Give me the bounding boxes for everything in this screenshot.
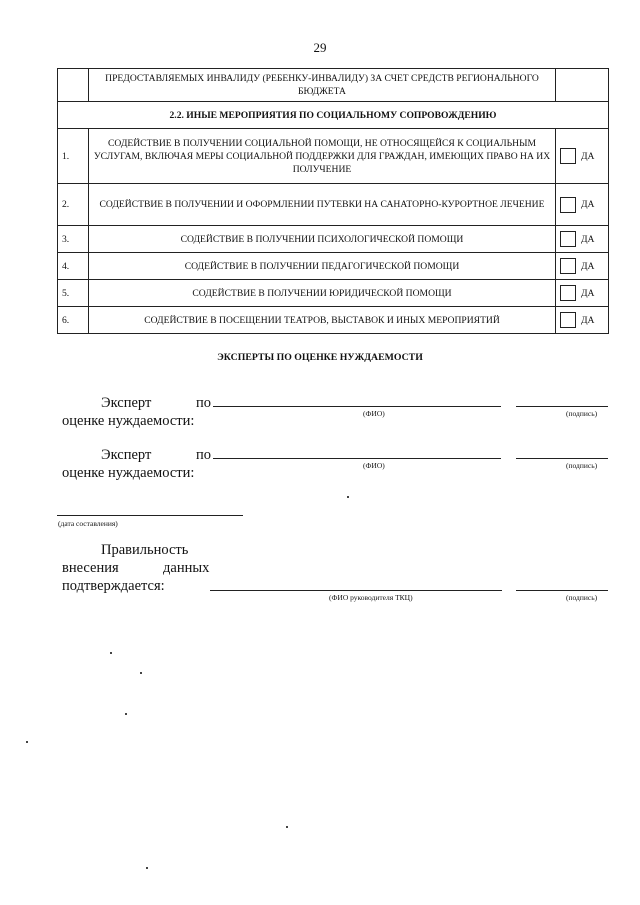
- scan-speck: [140, 672, 142, 674]
- row-number: 1.: [58, 129, 89, 184]
- yes-label: ДА: [581, 314, 595, 326]
- signature-caption: (подпись): [566, 461, 598, 470]
- row-number: 4.: [58, 253, 89, 280]
- scan-speck: [146, 867, 148, 869]
- table-row: [58, 280, 609, 307]
- manager-fio-caption: (ФИО руководителя ТКЦ): [329, 593, 413, 602]
- fio-caption: (ФИО): [363, 409, 385, 418]
- signature-caption: (подпись): [566, 593, 598, 602]
- scan-speck: [26, 741, 28, 743]
- expert-2-signature-field[interactable]: [516, 458, 608, 459]
- yes-label: ДА: [581, 150, 595, 162]
- yes-checkbox[interactable]: [560, 231, 576, 247]
- date-caption: (дата составления): [58, 519, 118, 528]
- expert-line2: оценке нуждаемости:: [62, 465, 195, 481]
- table-row: [58, 307, 609, 334]
- row-number: 6.: [58, 307, 89, 334]
- expert-2-fio-field[interactable]: [213, 458, 501, 459]
- row-number: 2.: [58, 184, 89, 226]
- table-row: [58, 253, 609, 280]
- page-number: 29: [313, 40, 327, 55]
- yes-checkbox[interactable]: [560, 197, 576, 213]
- scan-speck: [110, 652, 112, 654]
- row-number: 3.: [58, 226, 89, 253]
- row-text: СОДЕЙСТВИЕ В ПОЛУЧЕНИИ СОЦИАЛЬНОЙ ПОМОЩИ, НЕ ОТНОСЯЩЕЙСЯ К СОЦИАЛЬНЫМ УСЛУГАМ, ВКЛЮЧАЯ МЕРЫ СОЦИАЛЬНОЙ ПОДДЕРЖКИ ДЛЯ ГРАЖДАН, ИМЕЮЩИХ ПРАВО НА ИХ ПОЛУЧЕНИЕ: [89, 129, 556, 184]
- yes-label: ДА: [581, 260, 595, 272]
- section-title: 2.2. ИНЫЕ МЕРОПРИЯТИЯ ПО СОЦИАЛЬНОМУ СОПРОВОЖДЕНИЮ: [58, 102, 609, 129]
- yes-checkbox[interactable]: [560, 312, 576, 328]
- checkbox-cell: [556, 184, 609, 226]
- table-row: [58, 226, 609, 253]
- row-text: ПРЕДОСТАВЛЯЕМЫХ ИНВАЛИДУ (РЕБЕНКУ-ИНВАЛИДУ) ЗА СЧЕТ СРЕДСТВ РЕГИОНАЛЬНОГО БЮДЖЕТА: [89, 69, 556, 102]
- yes-label: ДА: [581, 287, 595, 299]
- row-number: 5.: [58, 280, 89, 307]
- row-text: СОДЕЙСТВИЕ В ПОЛУЧЕНИИ ЮРИДИЧЕСКОЙ ПОМОЩИ: [89, 280, 556, 307]
- checkbox-cell: [556, 129, 609, 184]
- fio-caption: (ФИО): [363, 461, 385, 470]
- table-row: [58, 69, 609, 102]
- confirm-line1: Правильность: [101, 542, 189, 558]
- yes-checkbox[interactable]: [560, 285, 576, 301]
- checkbox-cell: [556, 280, 609, 307]
- row-text: СОДЕЙСТВИЕ В ПОЛУЧЕНИИ ПЕДАГОГИЧЕСКОЙ ПОМОЩИ: [89, 253, 556, 280]
- section-row: [58, 102, 609, 129]
- expert-line2: оценке нуждаемости:: [62, 413, 195, 429]
- confirm-line2a: внесения: [62, 560, 119, 576]
- experts-heading: ЭКСПЕРТЫ ПО ОЦЕНКЕ НУЖДАЕМОСТИ: [217, 352, 423, 363]
- scan-speck: [347, 496, 349, 498]
- checkbox-cell: [556, 307, 609, 334]
- signature-caption: (подпись): [566, 409, 598, 418]
- date-field[interactable]: [57, 515, 243, 516]
- expert-po-word: по: [196, 395, 212, 411]
- expert-po-word: по: [196, 447, 212, 463]
- row-number-cell: [58, 69, 89, 102]
- manager-fio-field[interactable]: [210, 590, 502, 591]
- row-text: СОДЕЙСТВИЕ В ПОЛУЧЕНИИ И ОФОРМЛЕНИИ ПУТЕВКИ НА САНАТОРНО-КУРОРТНОЕ ЛЕЧЕНИЕ: [89, 184, 556, 226]
- expert-1-signature-field[interactable]: [516, 406, 608, 407]
- confirm-line3: подтверждается:: [62, 578, 165, 594]
- checkbox-cell: [556, 253, 609, 280]
- expert-1-fio-field[interactable]: [213, 406, 501, 407]
- yes-label: ДА: [581, 233, 595, 245]
- table-row: [58, 129, 609, 184]
- row-text: СОДЕЙСТВИЕ В ПОЛУЧЕНИИ ПСИХОЛОГИЧЕСКОЙ ПОМОЩИ: [89, 226, 556, 253]
- confirm-line2b: данных: [163, 560, 210, 576]
- scan-speck: [125, 713, 127, 715]
- manager-signature-field[interactable]: [516, 590, 608, 591]
- expert-word: Эксперт: [101, 395, 152, 411]
- expert-word: Эксперт: [101, 447, 152, 463]
- scan-speck: [286, 826, 288, 828]
- checkbox-cell: [556, 226, 609, 253]
- yes-checkbox[interactable]: [560, 258, 576, 274]
- measures-table: [57, 68, 609, 334]
- table-row: [58, 184, 609, 226]
- checkbox-cell: [556, 69, 609, 102]
- row-text: СОДЕЙСТВИЕ В ПОСЕЩЕНИИ ТЕАТРОВ, ВЫСТАВОК И ИНЫХ МЕРОПРИЯТИЙ: [89, 307, 556, 334]
- yes-checkbox[interactable]: [560, 148, 576, 164]
- yes-label: ДА: [581, 199, 595, 210]
